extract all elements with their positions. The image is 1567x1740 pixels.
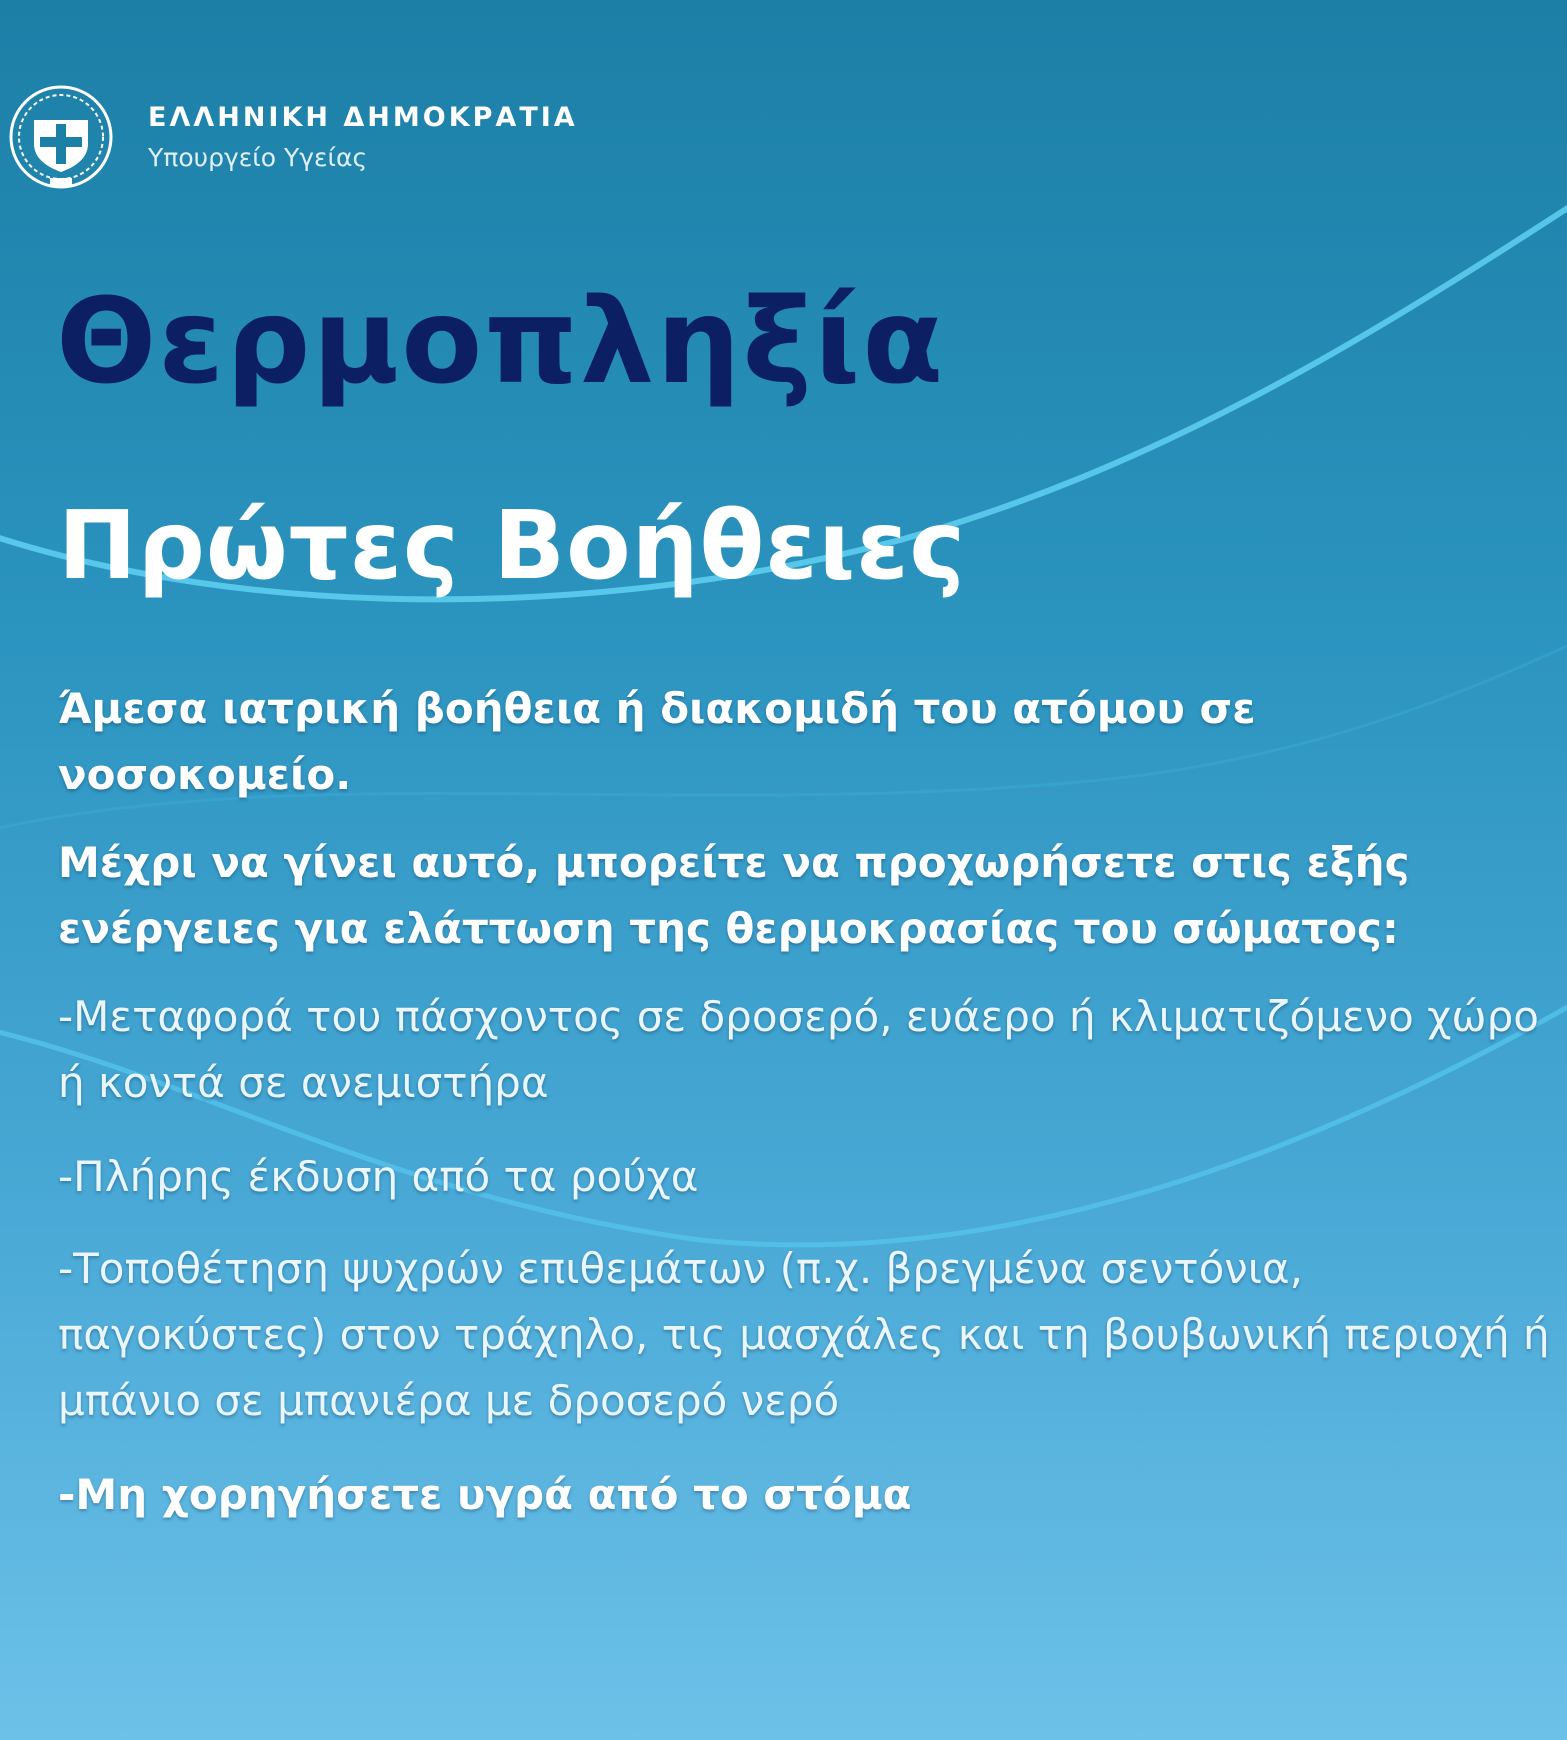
government-name: ΕΛΛΗΝΙΚΗ ΔΗΜΟΚΡΑΤΙΑ (148, 102, 578, 134)
header (6, 82, 578, 192)
immediate-help-text: Άμεσα ιατρική βοήθεια ή διακομιδή του ατόμου σε νοσοκομείο. (58, 684, 1256, 799)
instruction-cold-compress: -Τοποθέτηση ψυχρών επιθεμάτων (π.χ. βρεγμένα σεντόνια, παγοκύστες) στον τράχηλο, τις μασχάλες και τη βουβωνική περιοχή ή μπάνιο σε μπανιέρα με δροσερό νερό (58, 1244, 1550, 1425)
instruction-move: -Μεταφορά του πάσχοντος σε δροσερό, ευάερο ή κλιματιζόμενο χώρο ή κοντά σε ανεμιστήρα (58, 992, 1539, 1107)
meanwhile-text: Μέχρι να γίνει αυτό, μπορείτε να προχωρήσετε στις εξής ενέργειες για ελάττωση της θερμοκρασίας του σώματος: (58, 838, 1410, 953)
instruction-undress: -Πλήρης έκδυση από τα ρούχα (58, 1152, 699, 1201)
page-subtitle: Πρώτες Βοήθειες (58, 492, 967, 601)
instructions (58, 676, 1558, 1528)
greek-emblem-icon (6, 82, 116, 192)
instruction-no-fluids: -Μη χορηγήσετε υγρά από το στόμα (58, 1470, 912, 1519)
ministry-name: Υπουργείο Υγείας (148, 142, 368, 172)
page-title: Θερμοπληξία (56, 272, 946, 410)
